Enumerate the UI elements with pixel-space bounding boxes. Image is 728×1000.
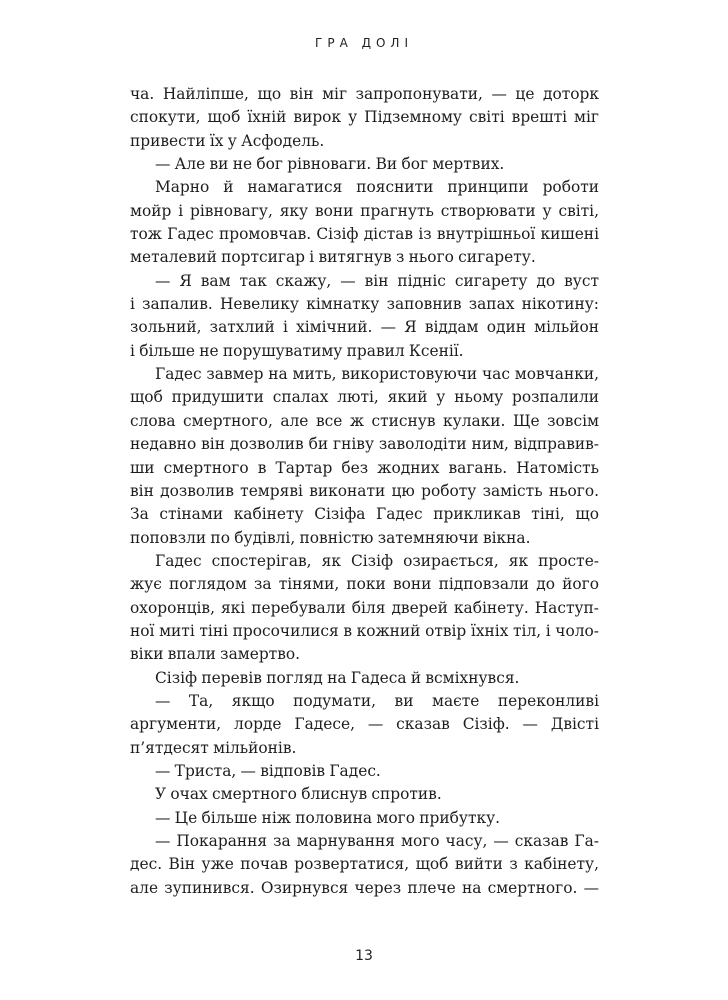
paragraph	[130, 783, 599, 806]
text-line: дес. Він уже почав розвертатися, щоб вийти з кабінету,	[130, 855, 599, 874]
text-line: ча. Найліпше, що він міг запропонувати, — це доторк	[130, 85, 599, 103]
page-number: 13	[355, 948, 373, 964]
text-line: Марно й намагатися пояснити принципи роботи	[155, 178, 599, 197]
paragraph	[130, 760, 599, 783]
paragraph	[130, 270, 599, 363]
text-line: слова смертного, але все ж стиснув кулаки. Ще зовсім	[130, 411, 599, 430]
text-line: охоронців, які перебували біля дверей кабінету. Наступ-	[130, 598, 599, 617]
paragraph	[130, 690, 599, 760]
text-line: віки впали замертво.	[130, 645, 301, 664]
paragraph	[130, 176, 599, 269]
text-line: — Триста, — відповів Гадес.	[155, 761, 381, 780]
text-line: він дозволив темряві виконати цю роботу замість нього.	[130, 481, 599, 500]
paragraph	[130, 363, 599, 550]
text-line: поповзли по будівлі, повністю затемняючи вікна.	[130, 528, 531, 547]
paragraph	[130, 153, 599, 176]
text-line: Гадес спостерігав, як Сізіф озирається, як просте-	[155, 551, 599, 570]
text-line: — Покарання за марнування мого часу, — сказав Га-	[155, 832, 599, 850]
paragraph	[130, 807, 599, 830]
text-line: — Та, якщо подумати, ви маєте переконливі	[155, 691, 599, 710]
text-line: і запалив. Невелику кімнатку заповнив запах нікотину:	[130, 295, 599, 314]
paragraph	[130, 667, 599, 690]
text-line: зольний, затхлий і хімічний. — Я віддам один мільйон	[130, 318, 599, 337]
text-line: п’ятдесят мільйонів.	[130, 738, 297, 757]
text-line: За стінами кабінету Сізіфа Гадес прикликав тіні, що	[130, 505, 599, 524]
paragraph	[130, 83, 599, 153]
text-line: ши смертного в Тартар без жодних вагань. Натомість	[130, 458, 599, 477]
text-line: мойр і рівновагу, яку вони прагнуть створювати у світі,	[130, 201, 599, 220]
text-line: У очах смертного блиснув спротив.	[155, 785, 442, 804]
text-line: привести їх у Асфодель.	[130, 131, 325, 150]
running-head: ГРА ДОЛІ	[315, 36, 413, 50]
text-line: ної миті тіні просочилися в кожний отвір їхніх тіл, і чоло-	[130, 621, 599, 640]
text-line: аргументи, лорде Гадесе, — сказав Сізіф. — Двісті	[130, 715, 599, 734]
text-line: недавно він дозволив би гніву заволодіти ним, відправив-	[130, 435, 599, 454]
text-line: Гадес завмер на мить, використовуючи час мовчанки,	[155, 365, 599, 384]
text-line: щоб придушити спалах люті, який у ньому розпалили	[130, 388, 599, 407]
text-line: але зупинився. Озирнувся через плече на смертного. —	[130, 878, 599, 897]
paragraph	[130, 830, 599, 900]
text-line: — Це більше ніж половина мого прибутку.	[155, 808, 501, 827]
text-line: — Я вам так скажу, — він підніс сигарету до вуст	[155, 271, 599, 290]
text-line: Сізіф перевів погляд на Гадеса й всміхнувся.	[155, 668, 520, 687]
text-line: жує поглядом за тінями, поки вони підповзали до його	[130, 575, 599, 594]
text-line: металевий портсигар і витягнув з нього сигарету.	[130, 248, 536, 267]
text-line: спокути, щоб їхній вирок у Підземному світі врешті міг	[130, 108, 599, 127]
text-line: і більше не порушуватиму правил Ксенії.	[130, 341, 464, 360]
text-line: — Але ви не бог рівноваги. Ви бог мертвих.	[155, 155, 505, 174]
paragraph	[130, 550, 599, 667]
body-text	[130, 83, 599, 900]
text-line: тож Гадес промовчав. Сізіф дістав із внутрішньої кишені	[130, 225, 599, 244]
